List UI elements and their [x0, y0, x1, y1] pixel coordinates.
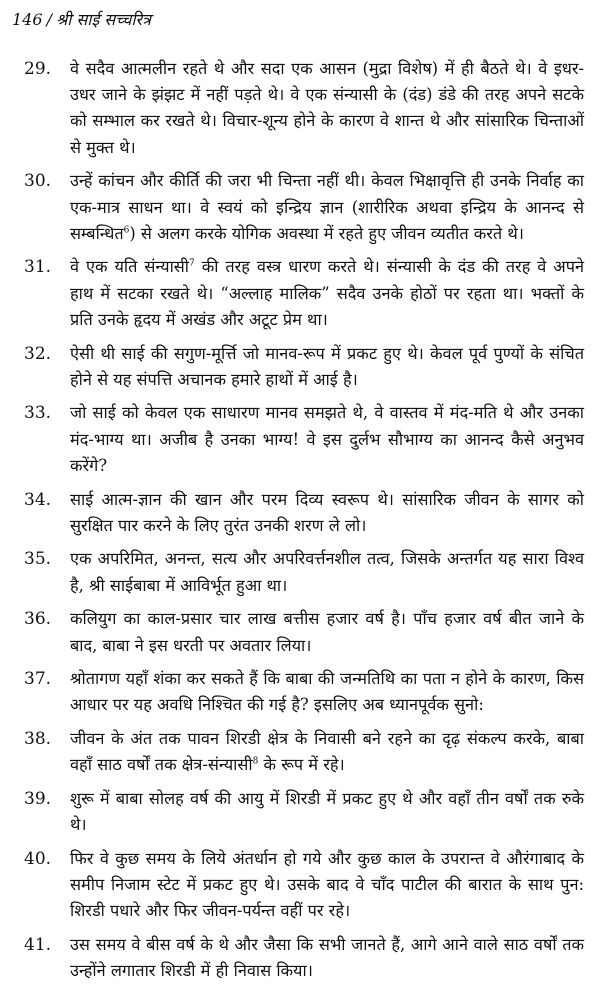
verse-number: 41.: [24, 935, 52, 956]
footnote-marker: 8: [252, 756, 259, 767]
verse-number: 30.: [24, 171, 52, 192]
verse-text: [70, 341, 584, 393]
verse-number: 35.: [24, 549, 52, 570]
verse-item: [24, 56, 584, 161]
page-number: 146: [12, 10, 43, 29]
verse-text: [70, 487, 584, 539]
verse-item: [24, 254, 584, 333]
verse-text: [70, 400, 584, 479]
verse-item: [24, 726, 584, 778]
verse-text-main: जीवन के अंत तक पावन शिरडी क्षेत्र के निवासी बने रहने का दृढ़ संकल्प करके, बाबा वहाँ साठ वर्षों तक क्षेत्र-संन्यासी: [70, 729, 584, 775]
book-title: श्री साई सच्चरित्र: [55, 10, 151, 29]
verse-number: 38.: [24, 729, 52, 750]
verse-text-main: वे एक यति संन्यासी: [70, 257, 190, 277]
verse-text-main: एक अपरिमित, अनन्त, सत्य और अपरिवर्त्तनशील तत्व, जिसके अन्तर्गत यह सारा विश्व है, श्री साईबाबा में आविर्भूत हुआ था।: [70, 549, 584, 595]
verse-item: [24, 400, 584, 479]
verse-list: [24, 56, 584, 992]
verse-text: [70, 254, 584, 333]
verse-item: [24, 666, 584, 718]
verse-text-main: उन्हें कांचन और कीर्ति की जरा भी चिन्ता नहीं थी। केवल भिक्षावृत्ति ही उनके निर्वाह का एक-मात्र साधन था। वे स्वयं को इन्द्रिय ज्ञान (शारीरिक अथवा इन्द्रिय के आनन्द से सम्बन्धित: [70, 171, 584, 243]
verse-item: [24, 606, 584, 658]
verse-text: [70, 56, 584, 161]
verse-item: [24, 168, 584, 247]
verse-text: [70, 546, 584, 598]
footnote-marker: 6: [123, 225, 130, 236]
verse-number: 33.: [24, 403, 52, 424]
verse-item: [24, 487, 584, 539]
verse-number: 37.: [24, 669, 52, 690]
verse-text-continued: की तरह वस्त्र धारण करते थे। संन्यासी के दंड की तरह वे अपने हाथ में सटका रखते थे। “अल्लाह मालिक” सदैव उनके होठों पर रहता था। भक्तों के प्रति उनके हृदय में अखंड और अटूट प्रेम था।: [70, 257, 585, 329]
verse-item: [24, 786, 584, 838]
verse-text: [70, 168, 584, 247]
verse-item: [24, 341, 584, 393]
verse-text-main: जो साई को केवल एक साधारण मानव समझते थे, वे वास्तव में मंद-मति थे और उनका मंद-भाग्य था। अजीब है उनका भाग्य! वे इस दुर्लभ सौभाग्य का आनन्द कैसे अनुभव करेंगे?: [70, 403, 584, 475]
verse-text-main: फिर वे कुछ समय के लिये अंतर्धान हो गये और कुछ काल के उपरान्त वे औरंगाबाद के समीप निजाम स्टेट में प्रकट हुए थे। उसके बाद वे चाँद पाटील की बारात के साथ पुन: शिरडी पधारे और फिर जीवन-पर्यन्त वहीं पर रहे।: [70, 848, 584, 921]
verse-text-main: साई आत्म-ज्ञान की खान और परम दिव्य स्वरूप थे। सांसारिक जीवन के सागर को सुरक्षित पार करने के लिए तुरंत उनकी शरण ले लो।: [70, 489, 584, 535]
header-separator: /: [46, 10, 52, 29]
running-head: [12, 10, 580, 32]
verse-text-main: कलियुग का काल-प्रसार चार लाख बत्तीस हजार वर्ष है। पाँच हजार वर्ष बीत जाने के बाद, बाबा ने इस धरती पर अवतार लिया।: [70, 609, 584, 655]
verse-number: 36.: [24, 609, 52, 630]
verse-text: [70, 726, 584, 778]
verse-number: 39.: [24, 789, 52, 810]
verse-item: [24, 846, 584, 925]
verse-text: [70, 786, 584, 838]
verse-number: 31.: [24, 257, 52, 278]
verse-number: 40.: [24, 848, 52, 869]
verse-number: 29.: [24, 59, 52, 79]
verse-item: [24, 932, 584, 984]
verse-text-main: उस समय वे बीस वर्ष के थे और जैसा कि सभी जानते हैं, आगे आने वाले साठ वर्षों तक उन्होंने लगातार शिरडी में ही निवास किया।: [70, 935, 584, 981]
verse-text-main: वे सदैव आत्मलीन रहते थे और सदा एक आसन (मुद्रा विशेष) में ही बैठते थे। वे इधर-उधर जाने के झंझट में नहीं पड़ते थे। वे एक संन्यासी के (दंड) डंडे की तरह अपने सटके को सम्भाल कर रखते थे। विचार-शून्य होने के कारण वे शान्त थे और सांसारिक चिन्ताओं से मुक्त थे।: [70, 59, 584, 157]
verse-text: [70, 932, 584, 984]
verse-text-continued: ) से अलग करके योगिक अवस्था में रहते हुए जीवन व्यतीत करते थे।: [129, 223, 524, 243]
verse-item: [24, 546, 584, 598]
verse-number: 34.: [24, 489, 52, 510]
verse-text: [70, 666, 584, 718]
verse-number: 32.: [24, 343, 52, 364]
verse-text: [70, 606, 584, 658]
footnote-marker: 7: [189, 259, 195, 269]
verse-text-main: शुरू में बाबा सोलह वर्ष की आयु में शिरडी में प्रकट हुए थे और वहाँ तीन वर्षों तक रुके थे।: [70, 789, 584, 835]
verse-text: [70, 846, 584, 925]
verse-text-continued: के रूप में रहे।: [258, 755, 345, 775]
verse-text-main: श्रोतागण यहाँ शंका कर सकते हैं कि बाबा की जन्मतिथि का पता न होने के कारण, किस आधार पर यह अवधि निश्चित की गई है? इसलिए अब ध्यानपूर्वक सुनो:: [70, 669, 584, 715]
verse-text-main: ऐसी थी साई की सगुण-मूर्त्ति जो मानव-रूप में प्रकट हुए थे। केवल पूर्व पुण्यों के संचित होने से यह संपत्ति अचानक हमारे हाथों में आई है।: [70, 343, 584, 389]
